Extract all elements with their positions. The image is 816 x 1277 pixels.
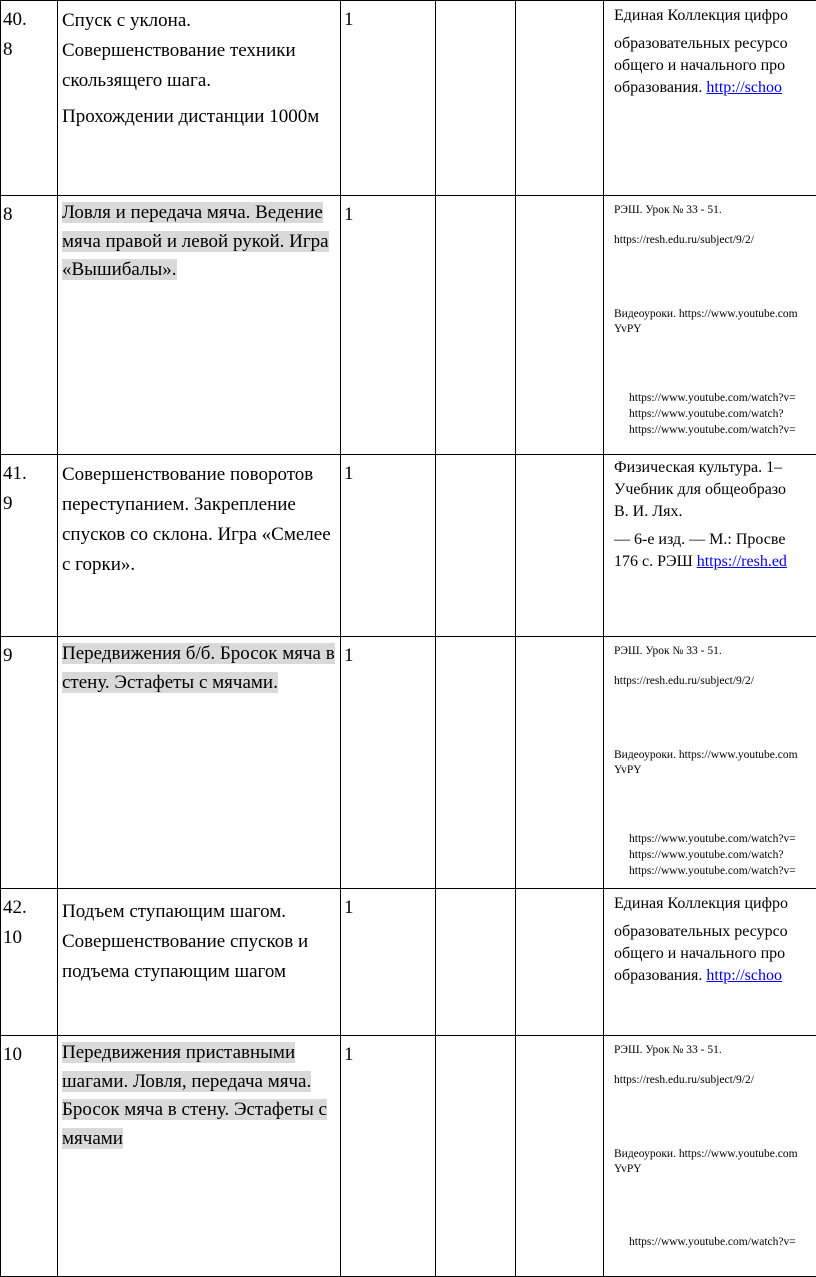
- resource-line: Единая Коллекция цифро: [614, 893, 816, 915]
- resources-cell: [604, 889, 816, 1036]
- resource-link[interactable]: https://www.youtube.com/watch?v=: [629, 422, 796, 438]
- resource-line: РЭШ. Урок № 33 - 51.: [614, 202, 722, 218]
- lesson-topic-cell: [58, 1, 341, 196]
- resource-link[interactable]: http://schoo: [706, 79, 782, 96]
- lesson-topic: Ловля и передача мяча. Ведение мяча правой и левой рукой. Игра «Вышибалы».: [62, 202, 329, 280]
- table-row: [1, 455, 816, 637]
- resource-line: образовательных ресурсо: [614, 921, 816, 943]
- lesson-topic: Передвижения б/б. Бросок мяча в стену. Эстафеты с мячами.: [62, 643, 335, 693]
- empty-cell: [516, 889, 604, 1036]
- hours-value: 1: [341, 196, 435, 226]
- resource-line: YvPY: [614, 762, 642, 778]
- table-row: [1, 889, 816, 1036]
- resources-cell: [604, 1, 816, 196]
- hours-cell: [341, 1, 436, 196]
- empty-cell: [436, 455, 516, 637]
- empty-cell: [516, 637, 604, 889]
- resource-link[interactable]: https://www.youtube.com/watch?v=: [629, 863, 796, 879]
- lesson-number: 9: [1, 637, 57, 671]
- resource-link[interactable]: https://www.youtube.com/watch?v=: [629, 1234, 796, 1250]
- lesson-number-cell: [1, 1, 58, 196]
- resource-line: [614, 551, 816, 573]
- lesson-topic: Совершенствование поворотов переступанием. Закрепление спусков со склона. Игра «Смелее с горки».: [62, 460, 336, 580]
- hours-value: 1: [341, 1, 435, 31]
- lesson-number: 8: [1, 196, 57, 230]
- resource-line: Видеоуроки. https://www.youtube.com: [614, 1146, 798, 1162]
- resource-link[interactable]: https://resh.edu.ru/subject/9/2/: [614, 673, 754, 689]
- hours-value: 1: [341, 889, 435, 919]
- hours-value: 1: [341, 637, 435, 667]
- lesson-topic-cell: [58, 637, 341, 889]
- resource-text: образования.: [614, 79, 706, 96]
- empty-cell: [436, 889, 516, 1036]
- lesson-topic-cell: [58, 889, 341, 1036]
- hours-cell: [341, 637, 436, 889]
- lesson-topic: Спуск с уклона. Совершенствование техники скользящего шага.: [62, 6, 336, 96]
- resource-link[interactable]: https://resh.edu.ru/subject/9/2/: [614, 232, 754, 248]
- resource-link[interactable]: https://www.youtube.com/watch?: [629, 847, 796, 863]
- resource-link[interactable]: https://www.youtube.com/watch?: [629, 406, 796, 422]
- resource-link[interactable]: https://www.youtube.com/watch?v=: [629, 831, 796, 847]
- lesson-topic-cell: [58, 196, 341, 455]
- lesson-topic: Подъем ступающим шагом. Совершенствование спусков и подъема ступающим шагом: [62, 897, 336, 987]
- lesson-number: 40. 8: [1, 1, 57, 65]
- hours-cell: [341, 455, 436, 637]
- resource-line: Единая Коллекция цифро: [614, 5, 816, 27]
- empty-cell: [436, 1036, 516, 1277]
- lesson-number-cell: [1, 637, 58, 889]
- lesson-number: 10: [1, 1036, 57, 1070]
- resource-link[interactable]: https://resh.ed: [697, 553, 787, 570]
- lesson-number: 41. 9: [1, 455, 57, 519]
- resource-line: Учебник для общеобразо: [614, 479, 816, 501]
- lesson-number-cell: [1, 889, 58, 1036]
- resource-line: YvPY: [614, 321, 642, 337]
- resource-line: YvPY: [614, 1161, 642, 1177]
- empty-cell: [516, 1, 604, 196]
- table-row: [1, 637, 816, 889]
- lesson-number-cell: [1, 196, 58, 455]
- lesson-topic-cell: [58, 455, 341, 637]
- table-row: [1, 196, 816, 455]
- lesson-number-cell: [1, 455, 58, 637]
- empty-cell: [516, 1036, 604, 1277]
- empty-cell: [436, 1, 516, 196]
- empty-cell: [436, 196, 516, 455]
- hours-cell: [341, 889, 436, 1036]
- resources-cell: [604, 1036, 816, 1277]
- table-row: [1, 1036, 816, 1277]
- hours-value: 1: [341, 1036, 435, 1066]
- resource-line: общего и начального про: [614, 943, 816, 965]
- resources-cell: [604, 455, 816, 637]
- resource-line: В. И. Лях.: [614, 501, 816, 523]
- hours-value: 1: [341, 455, 435, 485]
- table-row: [1, 1, 816, 196]
- resource-line: — 6-е изд. — М.: Просве: [614, 529, 816, 551]
- lesson-topic-cell: [58, 1036, 341, 1277]
- resource-text: 176 с. РЭШ: [614, 553, 697, 570]
- lesson-number-cell: [1, 1036, 58, 1277]
- resource-line: общего и начального про: [614, 55, 816, 77]
- resource-line: Физическая культура. 1–: [614, 457, 816, 479]
- resource-link[interactable]: https://www.youtube.com/watch?v=: [629, 390, 796, 406]
- resource-line: РЭШ. Урок № 33 - 51.: [614, 1042, 722, 1058]
- hours-cell: [341, 196, 436, 455]
- resource-line: Видеоуроки. https://www.youtube.com: [614, 747, 798, 763]
- resources-cell: [604, 637, 816, 889]
- resource-line: РЭШ. Урок № 33 - 51.: [614, 643, 722, 659]
- resource-line: Видеоуроки. https://www.youtube.com: [614, 306, 798, 322]
- resources-cell: [604, 196, 816, 455]
- resource-link[interactable]: http://schoo: [706, 967, 782, 984]
- resource-line: [614, 965, 816, 987]
- resource-link[interactable]: https://resh.edu.ru/subject/9/2/: [614, 1072, 754, 1088]
- lesson-topic-extra: Прохождении дистанции 1000м: [62, 102, 336, 132]
- resource-text: образования.: [614, 967, 706, 984]
- lesson-number: 42. 10: [1, 889, 57, 953]
- resource-line: [614, 77, 816, 99]
- lesson-topic: Передвижения приставными шагами. Ловля, передача мяча. Бросок мяча в стену. Эстафеты с мячами: [62, 1042, 327, 1149]
- empty-cell: [516, 196, 604, 455]
- resource-line: образовательных ресурсо: [614, 33, 816, 55]
- empty-cell: [436, 637, 516, 889]
- empty-cell: [516, 455, 604, 637]
- hours-cell: [341, 1036, 436, 1277]
